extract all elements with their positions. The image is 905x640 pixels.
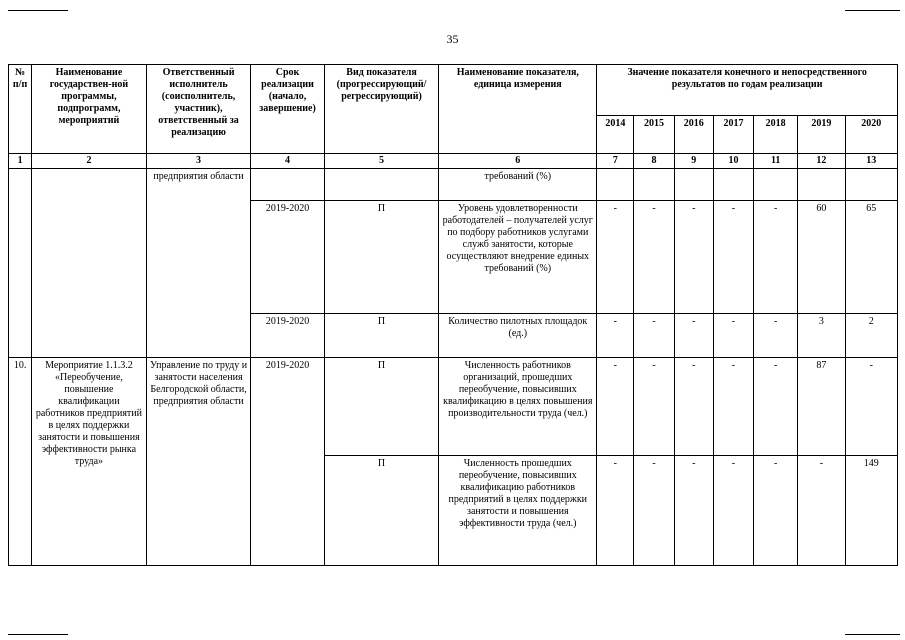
row-value: 149	[845, 456, 897, 566]
row-value: -	[674, 456, 713, 566]
row-value: -	[713, 201, 753, 314]
header-num: № п/п	[9, 65, 32, 154]
top-right-edge-line	[845, 10, 900, 11]
row-value: -	[754, 314, 798, 358]
row-indicator-cell: требований (%)	[439, 169, 597, 201]
row-value: -	[845, 358, 897, 456]
header-values-group: Значение показателя конечного и непосредственного результатов по годам реализации	[597, 65, 898, 116]
column-number: 12	[798, 154, 845, 169]
row-value: 87	[798, 358, 845, 456]
row-value	[754, 169, 798, 201]
row-value: -	[754, 456, 798, 566]
column-number: 5	[324, 154, 439, 169]
row-responsible-cell: Управление по труду и занятости населения Белгородской области, предприятия области	[146, 358, 251, 566]
row-value: -	[597, 456, 634, 566]
row-value: -	[634, 314, 674, 358]
row-value: -	[674, 201, 713, 314]
row-period-cell: 2019-2020	[251, 201, 324, 314]
column-number: 1	[9, 154, 32, 169]
row-value: -	[754, 358, 798, 456]
column-number: 13	[845, 154, 897, 169]
row-num-cell: 10.	[9, 358, 32, 566]
row-value: -	[634, 456, 674, 566]
table-row	[9, 169, 898, 201]
header-year: 2014	[597, 116, 634, 154]
bottom-left-edge-line	[8, 634, 68, 635]
row-value: 60	[798, 201, 845, 314]
row-value	[845, 169, 897, 201]
row-value	[634, 169, 674, 201]
program-table	[8, 64, 898, 566]
column-number: 11	[754, 154, 798, 169]
row-period-cell: 2019-2020	[251, 314, 324, 358]
column-number: 10	[713, 154, 753, 169]
header-responsible: Ответственный исполнитель (соисполнитель, участник), ответственный за реализацию	[146, 65, 251, 154]
row-name-cell	[32, 169, 147, 358]
row-value: -	[597, 314, 634, 358]
row-indicator-cell: Численность прошедших переобучение, повысивших квалификацию работников предприятий в целях поддержки занятости и повышения эффективности труда (чел.)	[439, 456, 597, 566]
row-type-cell: П	[324, 456, 439, 566]
row-value	[597, 169, 634, 201]
row-value: 3	[798, 314, 845, 358]
row-value: -	[597, 201, 634, 314]
row-value	[674, 169, 713, 201]
header-indicator-type: Вид показателя (прогрессирующий/ регрессирующий)	[324, 65, 439, 154]
row-value	[713, 169, 753, 201]
column-number: 6	[439, 154, 597, 169]
row-value: -	[674, 358, 713, 456]
top-left-edge-line	[8, 10, 68, 11]
column-number: 2	[32, 154, 147, 169]
row-value: -	[798, 456, 845, 566]
row-value	[798, 169, 845, 201]
row-type-cell: П	[324, 201, 439, 314]
row-indicator-cell: Количество пилотных площадок (ед.)	[439, 314, 597, 358]
header-year: 2020	[845, 116, 897, 154]
header-row-1	[9, 65, 898, 116]
row-type-cell: П	[324, 358, 439, 456]
row-responsible-cell: предприятия области	[146, 169, 251, 358]
column-number: 7	[597, 154, 634, 169]
row-value: 65	[845, 201, 897, 314]
header-period: Срок реализации (начало, завершение)	[251, 65, 324, 154]
header-year: 2018	[754, 116, 798, 154]
row-value: -	[597, 358, 634, 456]
column-number: 4	[251, 154, 324, 169]
row-value: 2	[845, 314, 897, 358]
header-indicator-name: Наименование показателя, единица измерения	[439, 65, 597, 154]
row-value: -	[674, 314, 713, 358]
row-period-cell: 2019-2020	[251, 358, 324, 566]
row-value: -	[634, 201, 674, 314]
row-value: -	[754, 201, 798, 314]
page-number: 35	[446, 32, 459, 46]
header-year: 2017	[713, 116, 753, 154]
row-num-cell	[9, 169, 32, 358]
row-value: -	[713, 314, 753, 358]
row-period-cell	[251, 169, 324, 201]
row-type-cell: П	[324, 314, 439, 358]
column-number: 8	[634, 154, 674, 169]
row-name-cell: Мероприятие 1.1.3.2 «Переобучение, повышение квалификации работников предприятий в целях поддержки занятости и повышения эффективности рынка труда»	[32, 358, 147, 566]
header-year: 2019	[798, 116, 845, 154]
row-indicator-cell: Уровень удовлетворенности работодателей – получателей услуг по подбору работников услугами служб занятости, которые осуществляют внедрение единых требований (%)	[439, 201, 597, 314]
row-value: -	[634, 358, 674, 456]
row-indicator-cell: Численность работников организаций, прошедших переобучение, повысивших квалификацию в целях повышения производительности труда (чел.)	[439, 358, 597, 456]
header-name: Наименование государствен-ной программы, подпрограмм, мероприятий	[32, 65, 147, 154]
table-row	[9, 358, 898, 456]
row-value: -	[713, 456, 753, 566]
column-number: 3	[146, 154, 251, 169]
row-value: -	[713, 358, 753, 456]
column-number-row	[9, 154, 898, 169]
column-number: 9	[674, 154, 713, 169]
header-year: 2015	[634, 116, 674, 154]
bottom-right-edge-line	[845, 634, 900, 635]
header-year: 2016	[674, 116, 713, 154]
row-type-cell	[324, 169, 439, 201]
